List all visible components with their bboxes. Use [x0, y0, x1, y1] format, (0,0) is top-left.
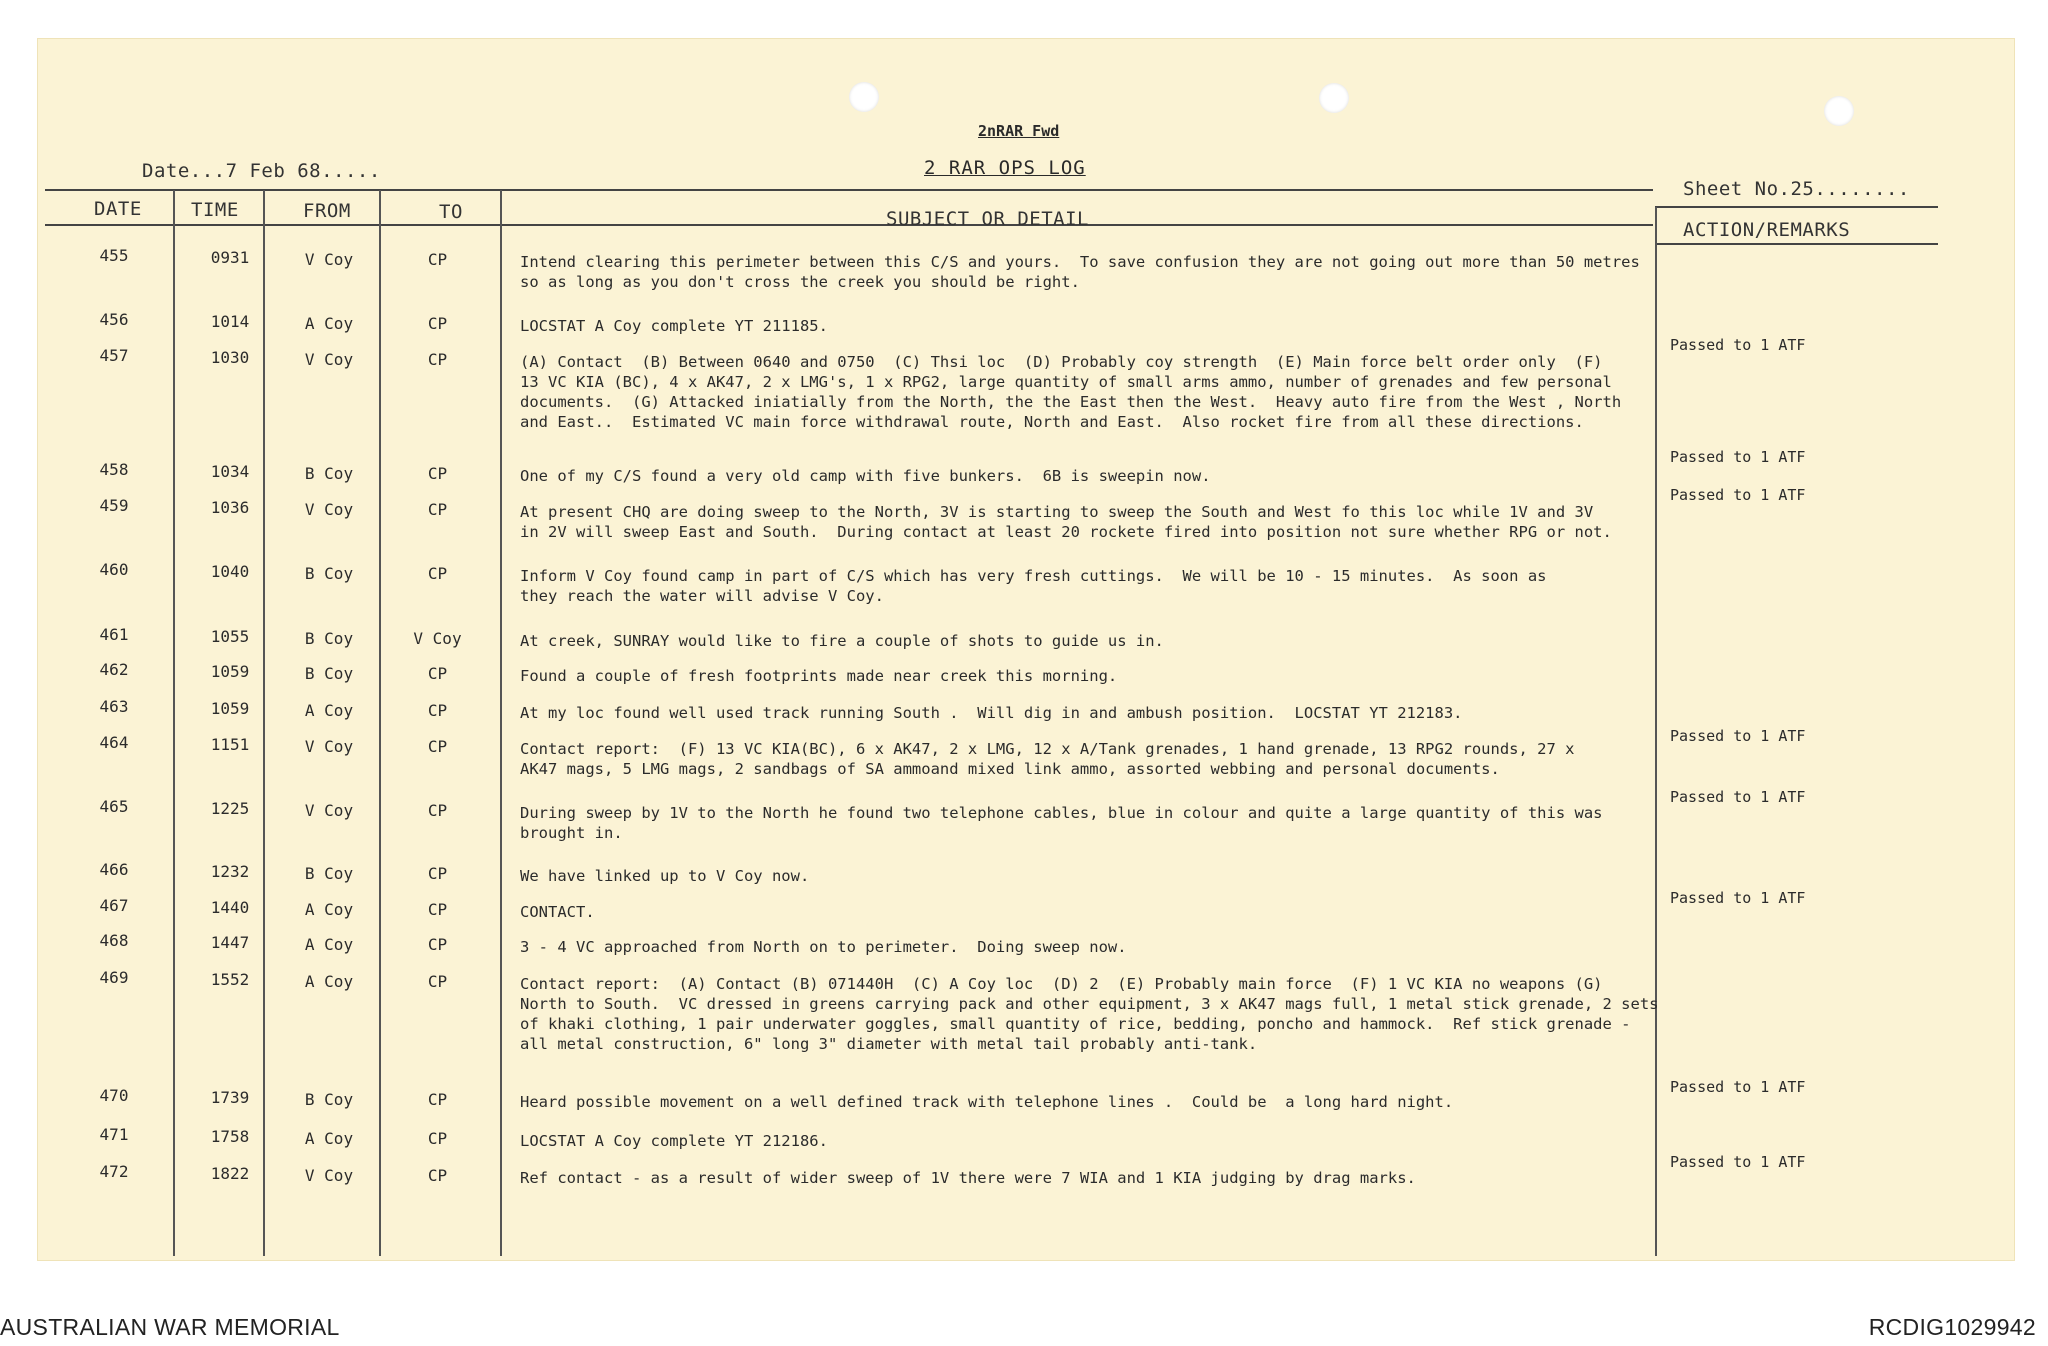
entry-time: 1758 — [210, 1127, 250, 1146]
archive-credit: AUSTRALIAN WAR MEMORIAL — [0, 1314, 340, 1340]
entry-to: CP — [427, 314, 448, 333]
entry-to: CP — [427, 1129, 448, 1148]
entry-from: A Coy — [304, 701, 354, 720]
entry-to: CP — [427, 250, 448, 269]
entry-detail: At creek, SUNRAY would like to fire a couple of shots to guide us in. — [520, 632, 1164, 650]
entry-detail: Heard possible movement on a well defined track with telephone lines . Could be a long hard night. — [520, 1093, 1454, 1111]
entry-serial: 463 — [99, 697, 129, 716]
entry-serial: 471 — [99, 1125, 129, 1144]
punch-hole — [1824, 96, 1854, 126]
entry-from: B Coy — [304, 664, 354, 683]
entry-from: B Coy — [304, 464, 354, 483]
entry-serial: 458 — [99, 460, 129, 479]
entry-serial: 462 — [99, 660, 129, 679]
entry-from: A Coy — [304, 900, 354, 919]
col-header-from: FROM — [303, 200, 351, 222]
entry-remarks: Passed to 1 ATF — [1670, 336, 1806, 354]
sheet-number: Sheet No.25........ — [1683, 178, 1910, 200]
entry-detail: Inform V Coy found camp in part of C/S which has very fresh cuttings. We will be 10 - 15 minutes. As soon as they reach the water will advise V Coy. — [520, 567, 1547, 605]
date-label: Date...7 Feb 68..... — [142, 160, 381, 182]
entry-time: 1055 — [210, 627, 250, 646]
col-header-date: DATE — [94, 198, 142, 220]
entry-detail: At my loc found well used track running South . Will dig in and ambush position. LOCSTAT YT 212183. — [520, 704, 1463, 722]
entry-detail: 3 - 4 VC approached from North on to perimeter. Doing sweep now. — [520, 938, 1127, 956]
entry-from: V Coy — [304, 500, 354, 519]
entry-time: 1822 — [210, 1164, 250, 1183]
unit-mark: 2nRAR Fwd — [978, 122, 1060, 140]
entry-from: V Coy — [304, 350, 354, 369]
entry-detail: Ref contact - as a result of wider sweep of 1V there were 7 WIA and 1 KIA judging by drag marks. — [520, 1169, 1416, 1187]
column-divider — [173, 190, 175, 1256]
entry-detail: CONTACT. — [520, 903, 595, 921]
entry-to: CP — [427, 500, 448, 519]
document-id: RCDIG1029942 — [1868, 1314, 2036, 1340]
entry-to: CP — [427, 900, 448, 919]
entry-time: 1034 — [210, 462, 250, 481]
entry-time: 1739 — [210, 1088, 250, 1107]
entry-serial: 472 — [99, 1162, 129, 1181]
entry-from: A Coy — [304, 1129, 354, 1148]
entry-serial: 465 — [99, 797, 129, 816]
entry-detail: LOCSTAT A Coy complete YT 211185. — [520, 317, 828, 335]
entry-to: CP — [427, 664, 448, 683]
entry-time: 1447 — [210, 933, 250, 952]
entry-remarks: Passed to 1 ATF — [1670, 788, 1806, 806]
entry-to: CP — [427, 1166, 448, 1185]
entry-time: 1225 — [210, 799, 250, 818]
entry-detail: We have linked up to V Coy now. — [520, 867, 810, 885]
entry-time: 1030 — [210, 348, 250, 367]
entry-serial: 464 — [99, 733, 129, 752]
entry-detail: LOCSTAT A Coy complete YT 212186. — [520, 1132, 828, 1150]
entry-to: CP — [427, 864, 448, 883]
entry-to: V Coy — [413, 629, 462, 648]
header-rule-bottom — [45, 224, 1653, 226]
entry-from: B Coy — [304, 564, 354, 583]
entry-from: V Coy — [304, 250, 354, 269]
entry-time: 1232 — [210, 862, 250, 881]
header-rule-bottom-right — [1655, 243, 1938, 245]
col-header-time: TIME — [191, 199, 239, 221]
entry-time: 0931 — [210, 248, 250, 267]
header-rule-top-right — [1655, 206, 1938, 208]
entry-to: CP — [427, 564, 448, 583]
entry-remarks: Passed to 1 ATF — [1670, 1078, 1806, 1096]
entry-detail: Found a couple of fresh footprints made near creek this morning. — [520, 667, 1118, 685]
entry-serial: 469 — [99, 968, 129, 987]
entry-to: CP — [427, 737, 448, 756]
entry-to: CP — [427, 1090, 448, 1109]
column-divider — [500, 190, 502, 1256]
entry-detail: Intend clearing this perimeter between this C/S and yours. To save confusion they are not going out more than 50 metres so as long as you don't cross the creek you should be right. — [520, 253, 1640, 291]
col-header-subject: SUBJECT OR DETAIL — [886, 208, 1089, 230]
entry-time: 1059 — [210, 662, 250, 681]
page-title: 2 RAR OPS LOG — [924, 157, 1086, 179]
entry-time: 1040 — [210, 562, 250, 581]
entry-from: A Coy — [304, 935, 354, 954]
entry-detail: Contact report: (F) 13 VC KIA(BC), 6 x AK47, 2 x LMG, 12 x A/Tank grenades, 1 hand grenade, 13 RPG2 rounds, 27 x AK47 mags, 5 LMG mags, 2 sandbags of SA ammoand mixed link ammo, assorted webbing and personal documents. — [520, 740, 1575, 778]
entry-from: B Coy — [304, 629, 354, 648]
entry-detail: During sweep by 1V to the North he found two telephone cables, blue in colour and quite a large quantity of this was brought in. — [520, 804, 1603, 842]
entry-serial: 456 — [99, 310, 129, 329]
entry-from: V Coy — [304, 801, 354, 820]
entry-remarks: Passed to 1 ATF — [1670, 889, 1806, 907]
entry-to: CP — [427, 350, 448, 369]
entry-detail: One of my C/S found a very old camp with five bunkers. 6B is sweepin now. — [520, 467, 1211, 485]
entry-serial: 460 — [99, 560, 129, 579]
entry-remarks: Passed to 1 ATF — [1670, 486, 1806, 504]
entry-serial: 470 — [99, 1086, 129, 1105]
col-header-to: TO — [439, 201, 463, 223]
entry-remarks: Passed to 1 ATF — [1670, 727, 1806, 745]
entry-from: V Coy — [304, 737, 354, 756]
entry-serial: 459 — [99, 496, 129, 515]
entry-to: CP — [427, 464, 448, 483]
entry-serial: 468 — [99, 931, 129, 950]
entry-serial: 457 — [99, 346, 129, 365]
entry-serial: 455 — [99, 246, 129, 265]
header-rule-top — [45, 189, 1653, 191]
entry-to: CP — [427, 801, 448, 820]
entry-from: V Coy — [304, 1166, 354, 1185]
punch-hole — [849, 82, 879, 112]
entry-remarks: Passed to 1 ATF — [1670, 1153, 1806, 1171]
entry-serial: 466 — [99, 860, 129, 879]
entry-time: 1036 — [210, 498, 250, 517]
entry-time: 1552 — [210, 970, 250, 989]
entry-to: CP — [427, 935, 448, 954]
entry-time: 1440 — [210, 898, 250, 917]
entry-serial: 461 — [99, 625, 129, 644]
entry-detail: At present CHQ are doing sweep to the North, 3V is starting to sweep the South and West fo this loc while 1V and 3V in 2V will sweep East and South. During contact at least 20 rockete fired into position not sure whether RPG or not. — [520, 503, 1612, 541]
entry-detail: (A) Contact (B) Between 0640 and 0750 (C) Thsi loc (D) Probably coy strength (E) Main force belt order only (F) 13 VC KIA (BC), 4 x AK47, 2 x LMG's, 1 x RPG2, large quantity of small arms ammo, number of grenades and few personal documents. (G) Attacked iniatially from the North, the the East then the West. Heavy auto fire from the West , North and East.. Estimated VC main force withdrawal route, North and East. Also rocket fire from all these directions. — [520, 353, 1622, 431]
entry-to: CP — [427, 701, 448, 720]
entry-time: 1014 — [210, 312, 250, 331]
entry-from: A Coy — [304, 314, 354, 333]
entry-from: A Coy — [304, 972, 354, 991]
entry-to: CP — [427, 972, 448, 991]
entry-time: 1151 — [210, 735, 250, 754]
entry-remarks: Passed to 1 ATF — [1670, 448, 1806, 466]
entry-time: 1059 — [210, 699, 250, 718]
entry-serial: 467 — [99, 896, 129, 915]
entry-detail: Contact report: (A) Contact (B) 071440H (C) A Coy loc (D) 2 (E) Probably main force (F) 1 VC KIA no weapons (G) North to South. VC dressed in greens carrying pack and other equipment, 3 x AK47 mags full, 1 metal stick grenade, 2 sets of khaki clothing, 1 pair underwater goggles, small quantity of rice, bedding, poncho and hammock. Ref stick grenade - all metal construction, 6" long 3" diameter with metal tail probably anti-tank. — [520, 975, 1659, 1053]
col-header-remarks: ACTION/REMARKS — [1683, 219, 1851, 241]
punch-hole — [1319, 83, 1349, 113]
entry-from: B Coy — [304, 864, 354, 883]
entry-from: B Coy — [304, 1090, 354, 1109]
